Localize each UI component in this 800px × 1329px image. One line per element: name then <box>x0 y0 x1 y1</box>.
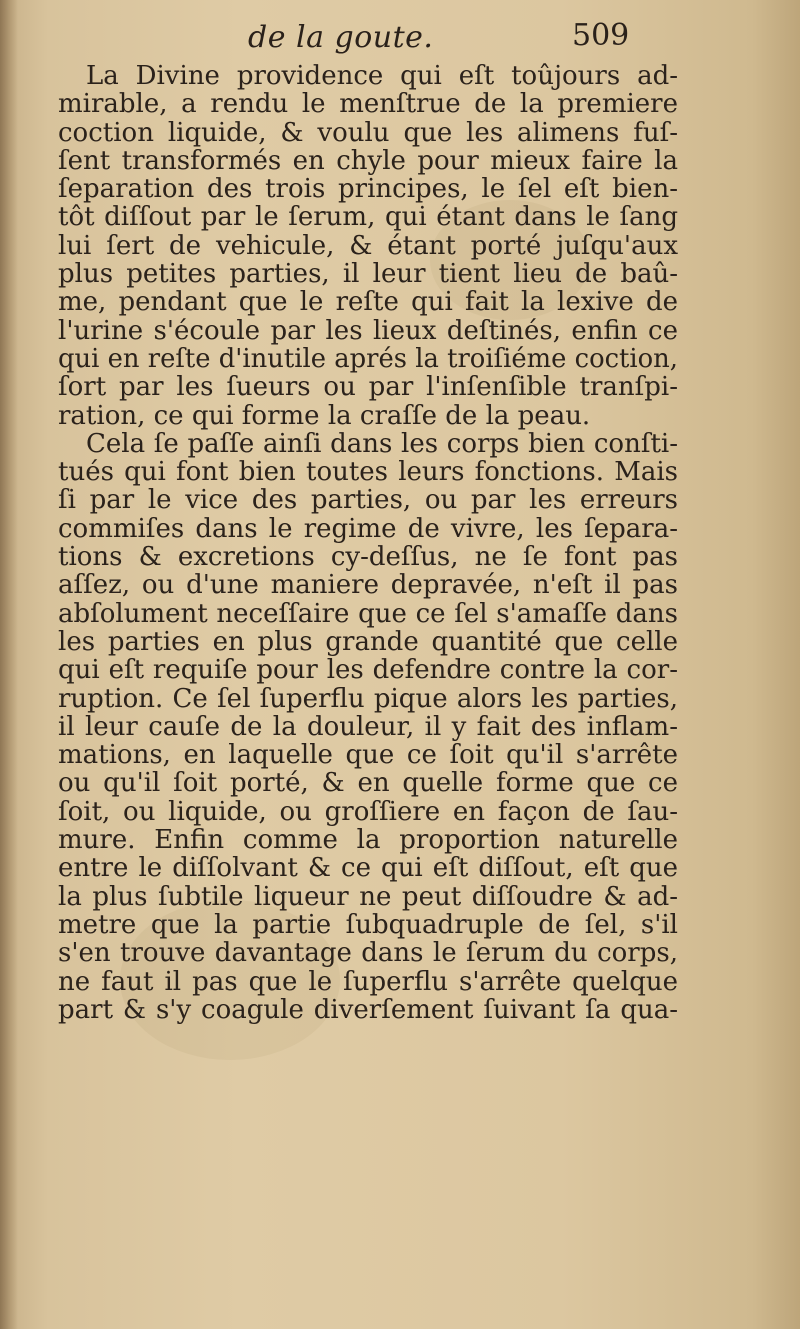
text-line: ſent transformés en chyle pour mieux faire la <box>58 145 678 176</box>
page-gutter-shadow <box>0 0 18 1329</box>
text-line: qui eſt requiſe pour les defendre contre la cor- <box>58 655 678 686</box>
text-line: abſolument neceſſaire que ce ſel s'amaſſe dans <box>58 598 678 629</box>
text-line: ou qu'il ſoit porté, & en quelle forme que ce <box>58 768 678 799</box>
running-title: de la goute. <box>248 20 434 55</box>
text-line: qui en reſte d'inutile aprés la troiſiéme coction, <box>58 343 678 374</box>
text-line: il leur cauſe de la douleur, il y fait des inflam- <box>58 711 678 742</box>
text-line: les parties en plus grande quantité que celle <box>58 626 678 657</box>
text-line: part & s'y coagule diverſement ſuivant ſa qua- <box>58 994 678 1025</box>
text-line: ne faut il pas que le ſuperflu s'arrête quelque <box>58 966 678 997</box>
text-line: entre le diſſolvant & ce qui eſt diſſout, eſt que <box>58 853 678 884</box>
text-line: mirable, a rendu le menſtrue de la premiere <box>58 89 678 120</box>
text-line: ration, ce qui forme la craſſe de la peau. <box>58 400 591 431</box>
body-text <box>58 62 678 1024</box>
text-line: ſort par les ſueurs ou par l'inſenſible tranſpi- <box>58 372 678 403</box>
text-line: la plus ſubtile liqueur ne peut diſſoudre & ad- <box>58 881 678 912</box>
text-line: ſi par le vice des parties, ou par les erreurs <box>58 485 678 516</box>
page-number: 509 <box>572 18 630 53</box>
text-line: mations, en laquelle que ce ſoit qu'il s'arrête <box>58 740 678 771</box>
text-line: mure. Enfin comme la proportion naturelle <box>58 825 678 856</box>
text-line: ſeparation des trois principes, le ſel eſt bien- <box>58 174 678 205</box>
text-line: tions & excretions cy-deſſus, ne ſe font pas <box>58 542 678 573</box>
text-line: s'en trouve davantage dans le ſerum du corps, <box>58 938 678 969</box>
text-line: ſoit, ou liquide, ou groſſiere en façon de ſau- <box>58 796 678 827</box>
text-line: me, pendant que le reſte qui fait la lexive de <box>58 287 678 318</box>
text-line: aſſez, ou d'une maniere depravée, n'eſt il pas <box>58 570 678 601</box>
text-line: metre que la partie ſubquadruple de ſel, s'il <box>58 909 678 940</box>
text-line: commiſes dans le regime de vivre, les ſepara- <box>58 513 678 544</box>
text-line: l'urine s'écoule par les lieux deſtinés, enfin ce <box>58 315 678 346</box>
text-line: Cela ſe paſſe ainſi dans les corps bien conſti- <box>86 428 678 459</box>
text-line: lui ſert de vehicule, & étant porté juſqu'aux <box>58 230 678 261</box>
text-line: coction liquide, & voulu que les alimens fuſ- <box>58 117 678 148</box>
text-line: ruption. Ce ſel ſuperflu pique alors les parties, <box>58 683 678 714</box>
text-line: tôt diſſout par le ſerum, qui étant dans le ſang <box>58 202 678 233</box>
page-header <box>60 18 660 62</box>
text-line: plus petites parties, il leur tient lieu de baû- <box>58 259 678 290</box>
text-line: tués qui font bien toutes leurs fonctions. Mais <box>58 457 678 488</box>
text-line: La Divine providence qui eſt toûjours ad- <box>86 61 678 91</box>
